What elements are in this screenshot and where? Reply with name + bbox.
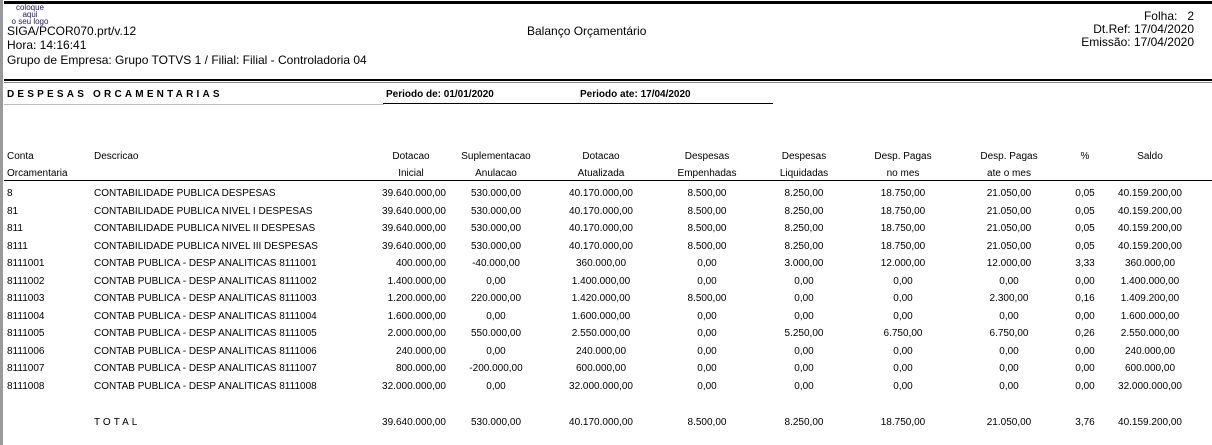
cell-desp-pagas-no-mes: 18.750,00 — [880, 223, 926, 234]
cell-despesas-empenhadas: 8.500,00 — [687, 223, 727, 234]
report-title: Balanço Orçamentário — [527, 24, 647, 38]
period-underline — [383, 103, 773, 104]
column-header-line-2: Atualizada — [577, 168, 625, 179]
cell-suplementacao-anulacao: 530.000,00 — [470, 205, 522, 217]
cell-percentual: 0,00 — [1075, 275, 1095, 287]
table-row — [0, 238, 1212, 255]
cell-suplementacao-anulacao: 530.000,00 — [470, 240, 522, 252]
cell-despesas-empenhadas: 0,00 — [697, 258, 717, 269]
column-header-line-2: Liquidadas — [779, 168, 829, 179]
cell-saldo: 600.000,00 — [1124, 363, 1176, 374]
cell-saldo: 1.409.200,00 — [1120, 293, 1180, 304]
cell-desp-pagas-no-mes: 18.750,00 — [880, 205, 926, 217]
column-header-line-1: Saldo — [1137, 151, 1163, 162]
cell-descricao: CONTAB PUBLICA - DESP ANALITICAS 8111007 — [94, 363, 317, 374]
column-header-desp-pagas-no-mes — [850, 148, 956, 182]
cell-saldo: 40.159.200,00 — [1118, 240, 1182, 252]
cell-desp-pagas-ate-o-mes: 21.050,00 — [986, 223, 1032, 234]
header-divider-shadow — [4, 82, 1212, 83]
cell-desp-pagas-no-mes: 6.750,00 — [883, 328, 923, 339]
cell-desp-pagas-no-mes: 18.750,00 — [880, 188, 926, 199]
cell-dotacao-inicial: 400.000,00 — [395, 258, 446, 269]
cell-suplementacao-anulacao: 0,00 — [486, 380, 506, 392]
cell-dotacao-inicial: 39.640.000,00 — [382, 240, 446, 252]
cell-dotacao-inicial: 39.640.000,00 — [382, 417, 446, 428]
cell-percentual: 0,05 — [1075, 240, 1095, 252]
cell-suplementacao-anulacao: -40.000,00 — [472, 258, 520, 269]
cell-suplementacao-anulacao: 550.000,00 — [470, 328, 522, 339]
column-header-line-2: Anulacao — [475, 168, 517, 179]
table-row — [0, 360, 1212, 377]
cell-descricao: CONTAB PUBLICA - DESP ANALITICAS 8111008 — [94, 380, 317, 392]
table-row — [0, 325, 1212, 342]
column-header-line-2: Orcamentaria — [7, 168, 68, 179]
cell-desp-pagas-ate-o-mes: 0,00 — [999, 345, 1019, 357]
cell-dotacao-inicial: 1.200.000,00 — [387, 293, 446, 304]
cell-conta: 8111005 — [7, 328, 45, 339]
table-row — [0, 220, 1212, 237]
cell-despesas-empenhadas: 0,00 — [697, 345, 717, 357]
cell-dotacao-inicial: 39.640.000,00 — [382, 205, 446, 217]
cell-despesas-liquidadas: 8.250,00 — [784, 188, 824, 199]
cell-dotacao-atualizada: 600.000,00 — [575, 363, 627, 374]
cell-conta: 8111007 — [7, 363, 45, 374]
table-row — [0, 308, 1212, 325]
column-header-line-1: Descricao — [94, 151, 139, 162]
cell-despesas-liquidadas: 0,00 — [794, 345, 814, 357]
column-header-dotacao-atualizada — [546, 148, 656, 182]
cell-desp-pagas-ate-o-mes: 0,00 — [999, 310, 1019, 322]
cell-desp-pagas-no-mes: 0,00 — [893, 363, 913, 374]
column-header-despesas-liquidadas — [760, 148, 848, 182]
column-header-despesas-empenhadas — [652, 148, 762, 182]
total-row — [0, 414, 1212, 431]
table-row — [0, 273, 1212, 290]
cell-percentual: 3,33 — [1075, 258, 1095, 269]
column-header-line-1: Despesas — [781, 151, 827, 162]
cell-dotacao-atualizada: 2.550.000,00 — [571, 328, 631, 339]
cell-despesas-liquidadas: 0,00 — [794, 293, 814, 304]
period-start: Periodo de: 01/01/2020 — [386, 89, 494, 100]
cell-despesas-empenhadas: 8.500,00 — [687, 417, 727, 428]
column-header-line-1: % — [1080, 151, 1090, 162]
cell-desp-pagas-ate-o-mes: 0,00 — [999, 363, 1019, 374]
column-header-line-1: Dotacao — [392, 151, 430, 162]
cell-conta: 8111006 — [7, 345, 45, 357]
cell-suplementacao-anulacao: 0,00 — [486, 310, 506, 322]
cell-percentual: 0,00 — [1075, 380, 1095, 392]
cell-despesas-empenhadas: 0,00 — [697, 310, 717, 322]
cell-descricao: CONTAB PUBLICA - DESP ANALITICAS 8111002 — [94, 275, 317, 287]
cell-suplementacao-anulacao: -200.000,00 — [469, 363, 523, 374]
cell-despesas-empenhadas: 0,00 — [697, 380, 717, 392]
header-divider — [4, 79, 1212, 81]
cell-despesas-liquidadas: 5.250,00 — [784, 328, 824, 339]
emission-date: Emissão: 17/04/2020 — [1081, 35, 1194, 49]
logo-line-1: coloque aqui — [15, 3, 45, 19]
cell-conta: 8 — [7, 188, 13, 199]
column-header-descricao — [94, 148, 354, 182]
cell-descricao: CONTAB PUBLICA - DESP ANALITICAS 8111001 — [94, 258, 317, 269]
cell-suplementacao-anulacao: 530.000,00 — [470, 188, 522, 199]
column-header-line-2: Inicial — [398, 168, 424, 179]
cell-despesas-empenhadas: 0,00 — [697, 363, 717, 374]
cell-dotacao-atualizada: 360.000,00 — [575, 258, 627, 269]
cell-conta: 8111 — [7, 240, 28, 252]
cell-dotacao-inicial: 240.000,00 — [395, 345, 446, 357]
program-id: SIGA/PCOR070.prt/v.12 — [7, 24, 137, 38]
cell-desp-pagas-no-mes: 0,00 — [893, 345, 913, 357]
cell-saldo: 360.000,00 — [1124, 258, 1176, 269]
cell-percentual: 0,00 — [1075, 310, 1095, 322]
column-header-desp-pagas-ate-o-mes — [955, 148, 1063, 182]
cell-despesas-liquidadas: 0,00 — [794, 310, 814, 322]
cell-descricao: TOTAL — [94, 417, 141, 428]
cell-despesas-empenhadas: 8.500,00 — [687, 240, 727, 252]
column-header-rule — [4, 180, 1212, 181]
cell-despesas-empenhadas: 0,00 — [697, 275, 717, 287]
cell-dotacao-atualizada: 1.400.000,00 — [571, 275, 631, 287]
cell-percentual: 0,00 — [1075, 345, 1095, 357]
cell-despesas-liquidadas: 8.250,00 — [784, 205, 824, 217]
cell-desp-pagas-no-mes: 0,00 — [893, 293, 913, 304]
cell-desp-pagas-ate-o-mes: 21.050,00 — [986, 205, 1032, 217]
cell-despesas-empenhadas: 0,00 — [697, 328, 717, 339]
column-header-line-2: no mes — [886, 168, 920, 179]
cell-desp-pagas-ate-o-mes: 6.750,00 — [989, 328, 1029, 339]
page-number: Folha: 2 — [1143, 9, 1194, 23]
cell-percentual: 0,05 — [1075, 188, 1095, 199]
cell-saldo: 1.600.000,00 — [1120, 310, 1180, 322]
table-row — [0, 203, 1212, 220]
cell-desp-pagas-no-mes: 12.000,00 — [880, 258, 926, 269]
cell-descricao: CONTABILIDADE PUBLICA NIVEL I DESPESAS — [94, 205, 313, 217]
cell-percentual: 0,16 — [1075, 293, 1095, 304]
cell-suplementacao-anulacao: 530.000,00 — [470, 223, 522, 234]
cell-conta: 8111008 — [7, 380, 45, 392]
cell-dotacao-inicial: 32.000.000,00 — [382, 380, 446, 392]
section-title: DESPESAS ORCAMENTARIAS — [7, 89, 223, 100]
cell-dotacao-inicial: 39.640.000,00 — [382, 188, 446, 199]
table-row — [0, 185, 1212, 202]
cell-conta: 81 — [7, 205, 19, 217]
cell-desp-pagas-ate-o-mes: 21.050,00 — [986, 417, 1032, 428]
cell-dotacao-atualizada: 1.420.000,00 — [571, 293, 631, 304]
cell-dotacao-atualizada: 40.170.000,00 — [569, 205, 633, 217]
cell-suplementacao-anulacao: 220.000,00 — [470, 293, 522, 304]
cell-saldo: 240.000,00 — [1124, 345, 1176, 357]
period-end: Periodo ate: 17/04/2020 — [580, 89, 691, 100]
cell-saldo: 2.550.000,00 — [1120, 328, 1180, 339]
cell-dotacao-atualizada: 40.170.000,00 — [569, 240, 633, 252]
section-underline — [4, 104, 384, 105]
cell-dotacao-atualizada: 40.170.000,00 — [569, 417, 633, 428]
cell-saldo: 40.159.200,00 — [1118, 205, 1182, 217]
cell-despesas-liquidadas: 0,00 — [794, 380, 814, 392]
cell-saldo: 40.159.200,00 — [1118, 188, 1182, 199]
cell-descricao: CONTABILIDADE PUBLICA NIVEL II DESPESAS — [94, 223, 316, 234]
report-time: Hora: 14:16:41 — [7, 38, 87, 52]
report-meta — [1081, 10, 1194, 49]
cell-desp-pagas-ate-o-mes: 0,00 — [999, 380, 1019, 392]
cell-dotacao-atualizada: 1.600.000,00 — [571, 310, 631, 322]
column-header-line-1: Dotacao — [582, 151, 620, 162]
cell-desp-pagas-no-mes: 18.750,00 — [880, 240, 926, 252]
cell-dotacao-inicial: 2.000.000,00 — [387, 328, 446, 339]
cell-descricao: CONTAB PUBLICA - DESP ANALITICAS 8111003 — [94, 293, 317, 304]
table-row — [0, 378, 1212, 395]
cell-percentual: 0,05 — [1075, 223, 1095, 234]
top-rule — [4, 1, 1212, 4]
cell-conta: 811 — [7, 223, 23, 234]
cell-despesas-liquidadas: 8.250,00 — [784, 240, 824, 252]
cell-dotacao-atualizada: 40.170.000,00 — [569, 223, 633, 234]
cell-desp-pagas-no-mes: 0,00 — [893, 310, 913, 322]
cell-descricao: CONTAB PUBLICA - DESP ANALITICAS 8111005 — [94, 328, 317, 339]
column-header-line-1: Desp. Pagas — [980, 151, 1038, 162]
reference-date: Dt.Ref: 17/04/2020 — [1093, 22, 1194, 36]
cell-despesas-liquidadas: 8.250,00 — [784, 417, 824, 428]
column-header-line-1: Despesas — [684, 151, 730, 162]
cell-desp-pagas-no-mes: 0,00 — [893, 275, 913, 287]
cell-despesas-empenhadas: 8.500,00 — [687, 293, 727, 304]
table-row — [0, 255, 1212, 272]
table-row — [0, 290, 1212, 307]
column-header-suplementacao-anulacao — [446, 148, 546, 182]
cell-despesas-liquidadas: 3.000,00 — [784, 258, 824, 269]
cell-saldo: 40.159.200,00 — [1118, 223, 1182, 234]
cell-descricao: CONTAB PUBLICA - DESP ANALITICAS 8111006 — [94, 345, 317, 357]
cell-saldo: 1.400.000,00 — [1120, 275, 1180, 287]
cell-suplementacao-anulacao: 0,00 — [486, 345, 506, 357]
column-header-line-2: ate o mes — [987, 168, 1031, 179]
cell-dotacao-inicial: 1.600.000,00 — [387, 310, 446, 322]
table-row — [0, 343, 1212, 360]
column-header-line-1: Conta — [7, 151, 34, 162]
cell-dotacao-atualizada: 240.000,00 — [575, 345, 627, 357]
cell-despesas-empenhadas: 8.500,00 — [687, 188, 727, 199]
logo-placeholder — [10, 4, 50, 25]
cell-suplementacao-anulacao: 530.000,00 — [470, 417, 522, 428]
cell-desp-pagas-no-mes: 18.750,00 — [880, 417, 926, 428]
cell-descricao: CONTABILIDADE PUBLICA DESPESAS — [94, 188, 276, 199]
cell-desp-pagas-ate-o-mes: 21.050,00 — [986, 240, 1032, 252]
cell-saldo: 32.000.000,00 — [1118, 380, 1182, 392]
cell-dotacao-inicial: 1.400.000,00 — [387, 275, 446, 287]
column-header-line-2: Empenhadas — [677, 168, 737, 179]
cell-dotacao-atualizada: 32.000.000,00 — [569, 380, 633, 392]
company-group: Grupo de Empresa: Grupo TOTVS 1 / Filial: Filial - Controladoria 04 — [7, 53, 367, 67]
cell-desp-pagas-ate-o-mes: 21.050,00 — [986, 188, 1032, 199]
cell-descricao: CONTAB PUBLICA - DESP ANALITICAS 8111004 — [94, 310, 317, 322]
logo-line-2: o seu logo — [11, 17, 49, 26]
cell-desp-pagas-ate-o-mes: 0,00 — [999, 275, 1019, 287]
cell-percentual: 0,26 — [1075, 328, 1095, 339]
column-header-saldo — [1104, 148, 1196, 182]
cell-despesas-liquidadas: 8.250,00 — [784, 223, 824, 234]
cell-percentual: 0,00 — [1075, 363, 1095, 374]
cell-conta: 8111001 — [7, 258, 45, 269]
cell-despesas-liquidadas: 0,00 — [794, 363, 814, 374]
cell-conta: 8111003 — [7, 293, 45, 304]
cell-despesas-empenhadas: 8.500,00 — [687, 205, 727, 217]
cell-percentual: 3,76 — [1075, 417, 1095, 428]
cell-conta: 8111004 — [7, 310, 45, 322]
cell-conta: 8111002 — [7, 275, 45, 287]
cell-dotacao-atualizada: 40.170.000,00 — [569, 188, 633, 199]
cell-desp-pagas-ate-o-mes: 12.000,00 — [986, 258, 1032, 269]
cell-dotacao-inicial: 800.000,00 — [395, 363, 446, 374]
cell-desp-pagas-no-mes: 0,00 — [893, 380, 913, 392]
cell-despesas-liquidadas: 0,00 — [794, 275, 814, 287]
column-header-conta — [7, 148, 87, 182]
column-header-line-1: Desp. Pagas — [874, 151, 932, 162]
cell-descricao: CONTABILIDADE PUBLICA NIVEL III DESPESAS — [94, 240, 318, 252]
cell-saldo: 40.159.200,00 — [1118, 417, 1182, 428]
cell-dotacao-inicial: 39.640.000,00 — [382, 223, 446, 234]
cell-suplementacao-anulacao: 0,00 — [486, 275, 506, 287]
column-header-line-1: Suplementacao — [461, 151, 531, 162]
cell-percentual: 0,05 — [1075, 205, 1095, 217]
cell-desp-pagas-ate-o-mes: 2.300,00 — [989, 293, 1029, 304]
